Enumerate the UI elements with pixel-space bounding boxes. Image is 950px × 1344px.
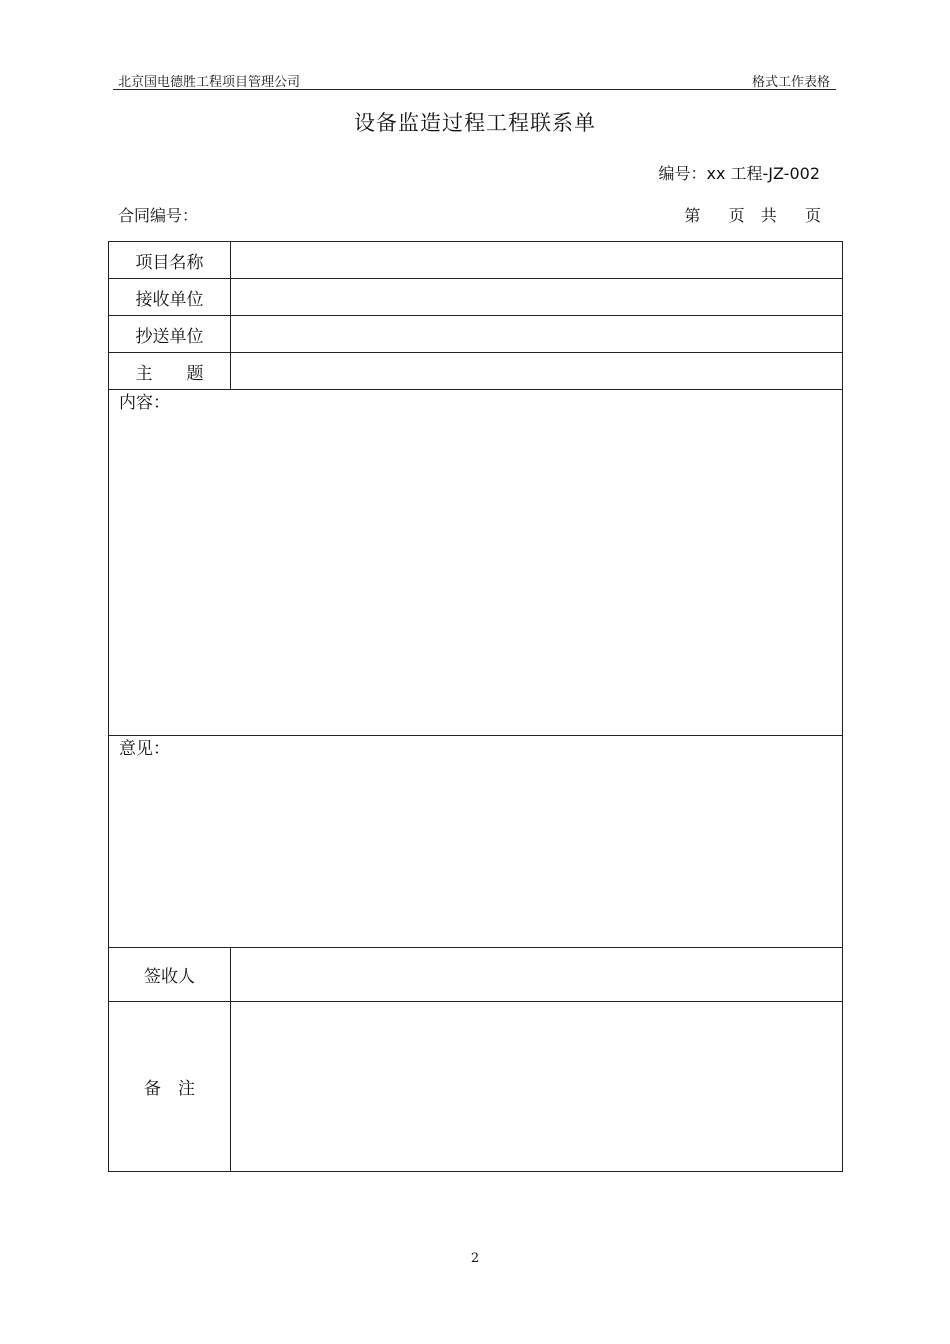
content-label: 内容：	[119, 393, 170, 413]
page-info	[684, 203, 821, 226]
row-cc-unit	[109, 316, 843, 353]
row-project-name	[109, 242, 843, 279]
cc-unit-label: 抄送单位	[109, 316, 231, 353]
cc-unit-field[interactable]	[231, 316, 843, 353]
opinion-area[interactable]	[109, 736, 843, 948]
document-number: 编号：xx 工程-JZ-002	[658, 164, 820, 183]
document-title: 设备监造过程工程联系单	[354, 111, 596, 135]
page-gong: 共	[760, 206, 777, 225]
receiving-unit-label: 接收单位	[109, 279, 231, 316]
opinion-label: 意见：	[119, 739, 170, 759]
subject-field[interactable]	[231, 353, 843, 390]
signee-field[interactable]	[231, 948, 843, 1002]
row-content	[109, 390, 843, 736]
row-receiving-unit	[109, 279, 843, 316]
remarks-field[interactable]	[231, 1002, 843, 1172]
signee-label: 签收人	[109, 948, 231, 1002]
form-type: 格式工作表格	[751, 75, 830, 90]
page-di: 第	[684, 206, 701, 225]
page-number: 2	[470, 1251, 480, 1266]
company-name: 北京国电德胜工程项目管理公司	[118, 75, 301, 90]
remarks-label: 备 注	[109, 1002, 231, 1172]
page-ye2: 页	[804, 206, 821, 225]
row-opinion	[109, 736, 843, 948]
contract-number-label: 合同编号：	[118, 206, 199, 225]
project-name-label: 项目名称	[109, 242, 231, 279]
row-remarks	[109, 1002, 843, 1172]
project-name-field[interactable]	[231, 242, 843, 279]
contact-form-table	[108, 241, 843, 1172]
row-signee	[109, 948, 843, 1002]
row-subject	[109, 353, 843, 390]
receiving-unit-field[interactable]	[231, 279, 843, 316]
page-ye1: 页	[728, 206, 745, 225]
subject-label: 主 题	[109, 353, 231, 390]
content-area[interactable]	[109, 390, 843, 736]
page-header	[113, 70, 836, 90]
